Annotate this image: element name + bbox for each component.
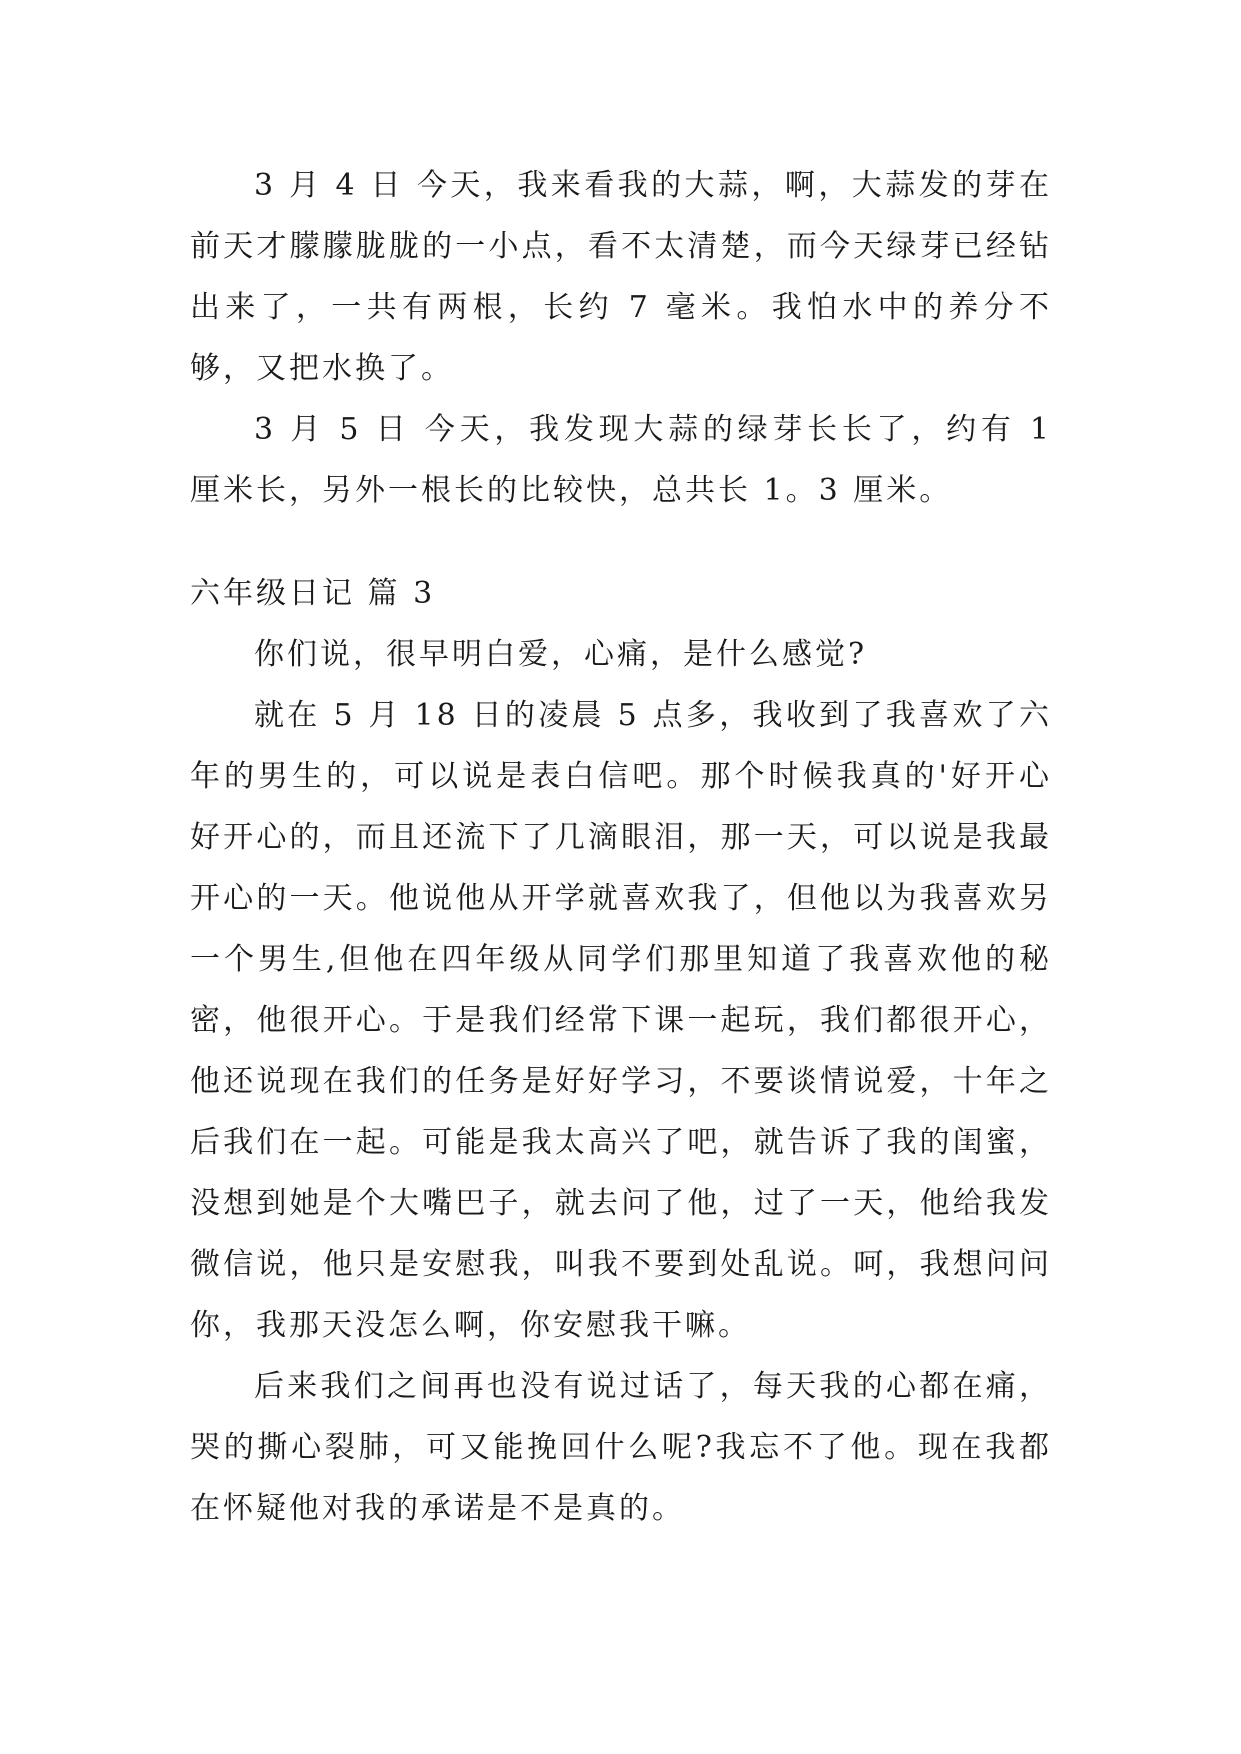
section-heading: 六年级日记 篇 3 [190, 576, 436, 611]
body-paragraph: 就在 5 月 18 日的凌晨 5 点多，我收到了我喜欢了六年的男生的，可以说是表白信吧。那个时候我真的'好开心好开心的，而且还流下了几滴眼泪，那一天，可以说是我最开心的一天。他说他从开学就喜欢我了，但他以为我喜欢另一个男生,但他在四年级从同学们那里知道了我喜欢他的秘密，他很开心。于是我们经常下课一起玩，我们都很开心，他还说现在我们的任务是好好学习，不要谈情说爱，十年之后我们在一起。可能是我太高兴了吧，就告诉了我的闺蜜，没想到她是个大嘴巴子，就去问了他，过了一天，他给我发微信说，他只是安慰我，叫我不要到处乱说。呵，我想问问你，我那天没怎么啊，你安慰我干嘛。 [190, 698, 1052, 1343]
diary-entry-march-5: 3 月 5 日 今天，我发现大蒜的绿芽长长了，约有 1 厘米长，另外一根长的比较快，总共长 1。3 厘米。 [190, 412, 1052, 508]
body-paragraph: 后来我们之间再也没有说过话了，每天我的心都在痛，哭的撕心裂肺，可又能挽回什么呢?我忘不了他。现在我都在怀疑他对我的承诺是不是真的。 [190, 1369, 1052, 1526]
diary-section-block [190, 563, 1052, 1539]
diary-entries-block [190, 155, 1052, 521]
diary-entry-march-4: 3 月 4 日 今天，我来看我的大蒜，啊，大蒜发的芽在前天才朦朦胧胧的一小点，看不太清楚，而今天绿芽已经钻出来了，一共有两根，长约 7 毫米。我怕水中的养分不够，又把水换了。 [190, 168, 1052, 386]
body-paragraph: 你们说，很早明白爱，心痛，是什么感觉? [254, 637, 868, 672]
